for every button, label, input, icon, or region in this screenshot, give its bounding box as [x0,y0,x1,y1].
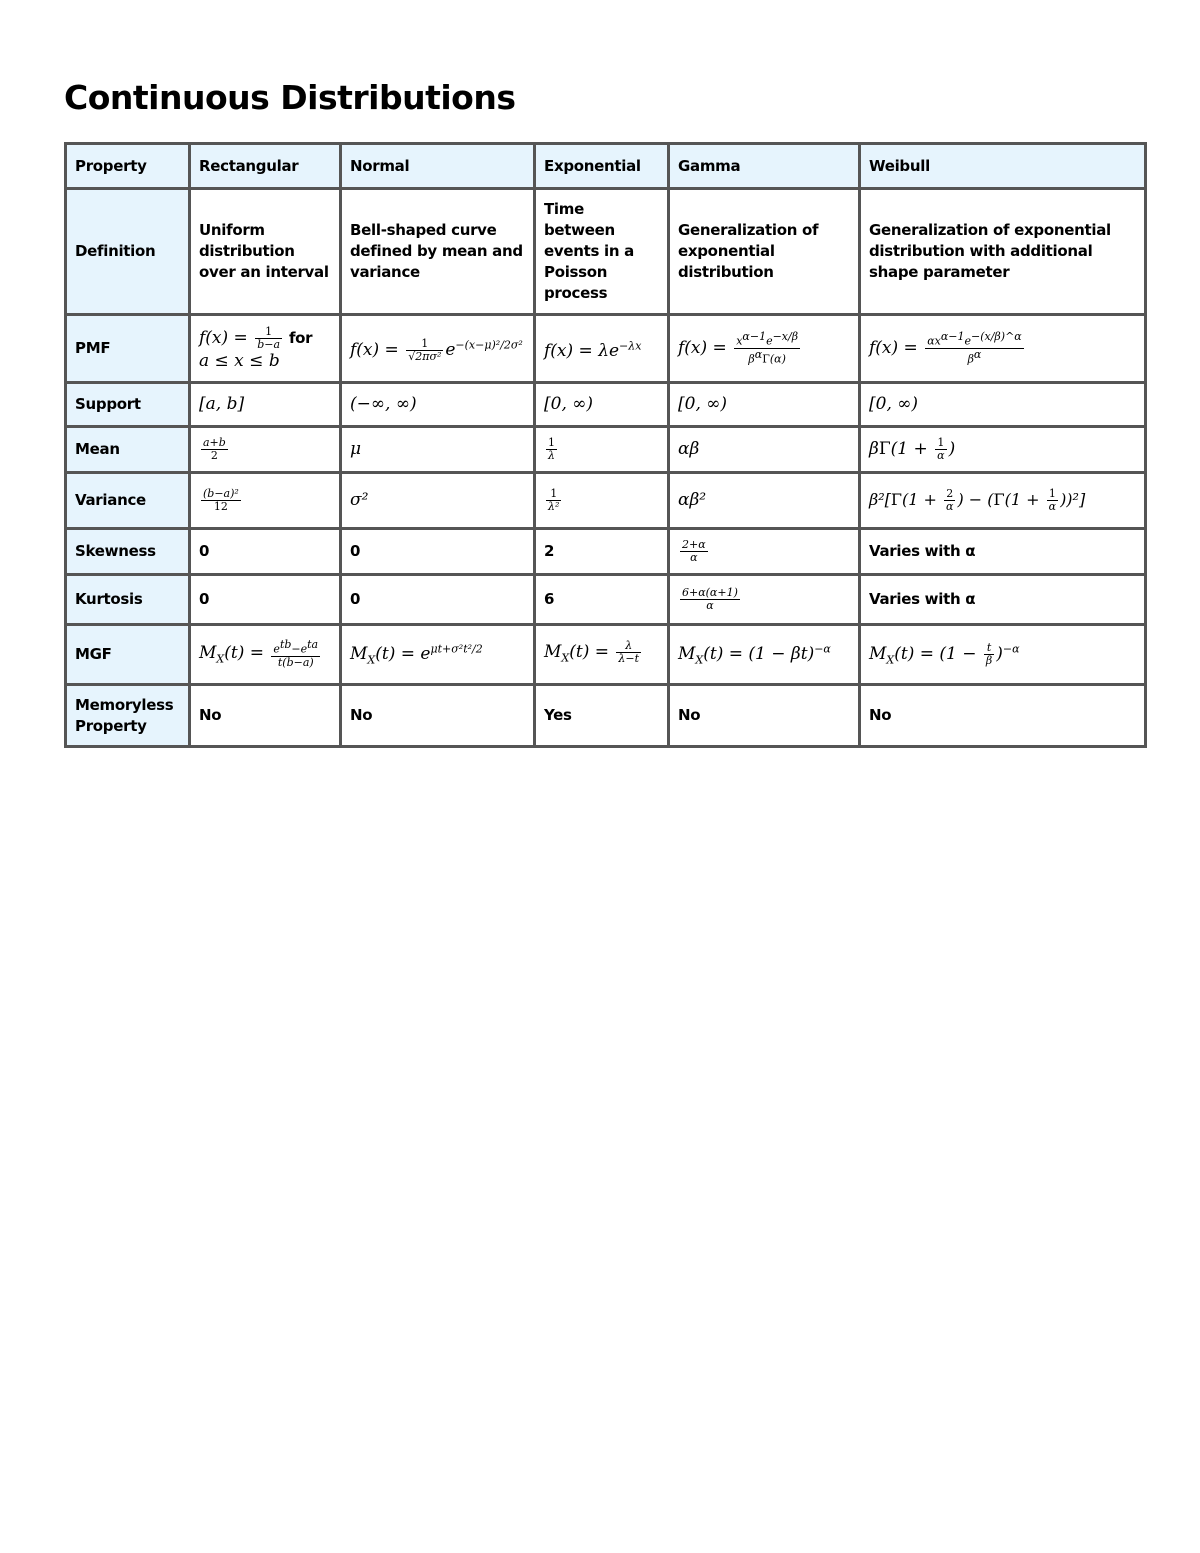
table-cell: βΓ(1 + $\frac{1}{\alpha}$ ) [860,427,1146,473]
row-label: Kurtosis [66,575,190,625]
table-cell: $\frac{\text{(b−a)²}}{12}$ [190,473,341,529]
table-cell: f(x) = $\frac{\alpha x^{\alpha-1}e^{-(x/\beta)\^{}\alpha}}{\beta^\alpha}$ [860,315,1146,383]
distributions-table [64,142,1147,748]
table-row [66,575,1146,625]
table-cell: Generalization of exponential distribution with additional shape parameter [860,189,1146,315]
table-cell: 0 [190,575,341,625]
column-header: Weibull [860,144,1146,189]
table-cell: Yes [535,685,669,747]
row-label: Mean [66,427,190,473]
row-label: Memoryless Property [66,685,190,747]
table-row [66,315,1146,383]
table-cell: 0 [341,575,535,625]
table-cell: f(x) = $\frac{1}{\text{√2πσ²}}$ $e^{-(x-\mu)^2/2\sigma^2}$ [341,315,535,383]
column-header: Normal [341,144,535,189]
column-header: Gamma [669,144,860,189]
row-label: Definition [66,189,190,315]
table-cell: No [860,685,1146,747]
table-row [66,473,1146,529]
table-cell: $M_X(t)$ = $\frac{\lambda}{\lambda-t}$ [535,625,669,685]
table-cell: $\frac{1}{\lambda}$ [535,427,669,473]
table-cell: $\frac{2+\alpha}{\alpha}$ [669,529,860,575]
table-cell: αβ² [669,473,860,529]
table-cell: Generalization of exponential distribution [669,189,860,315]
table-cell: $M_X(t) = e^{\mu t+\sigma^2t^2/2}$ [341,625,535,685]
table-cell: [0, ∞) [860,383,1146,427]
table-cell: 6 [535,575,669,625]
table-cell: $M_X(t) = (1$ − $\frac{t}{\beta}$ )$^{-\alpha}$ [860,625,1146,685]
column-header: Property [66,144,190,189]
table-cell: f(x) = $\frac{1}{b-a}$ for a ≤ x ≤ b [190,315,341,383]
table-cell: (−∞, ∞) [341,383,535,427]
column-header: Rectangular [190,144,341,189]
row-label: MGF [66,625,190,685]
table-cell: Uniform distribution over an interval [190,189,341,315]
table-cell: $\frac{a+b}{2}$ [190,427,341,473]
table-row [66,427,1146,473]
table-cell: $M_X(t)$ = $\frac{e^{tb}-e^{ta}}{t(b-a)}$ [190,625,341,685]
table-cell: Time between events in a Poisson process [535,189,669,315]
column-header: Exponential [535,144,669,189]
table-cell: [a, b] [190,383,341,427]
table-cell: σ² [341,473,535,529]
table-cell: f(x) = $\frac{x^{\alpha-1}e^{-x/\beta}}{\beta^\alpha\Gamma(\alpha)}$ [669,315,860,383]
table-cell: Varies with α [860,575,1146,625]
table-row [66,189,1146,315]
table-cell: [0, ∞) [535,383,669,427]
table-row [66,625,1146,685]
table-cell: Varies with α [860,529,1146,575]
row-label: Variance [66,473,190,529]
table-cell: No [669,685,860,747]
table-cell: $\frac{6+\alpha(\alpha+1)}{\alpha}$ [669,575,860,625]
table-cell: $\frac{1}{\text{λ²}}$ [535,473,669,529]
table-cell: 0 [190,529,341,575]
table-cell: $f(x) = \lambda e^{-\lambda x}$ [535,315,669,383]
table-cell: Bell-shaped curve defined by mean and variance [341,189,535,315]
table-row [66,529,1146,575]
table-cell: 2 [535,529,669,575]
table-cell: μ [341,427,535,473]
row-label: Skewness [66,529,190,575]
table-cell: 0 [341,529,535,575]
table-cell: αβ [669,427,860,473]
table-row [66,685,1146,747]
row-label: PMF [66,315,190,383]
table-header-row [66,144,1146,189]
row-label: Support [66,383,190,427]
table-cell: [0, ∞) [669,383,860,427]
table-cell: $M_X(t) = (1 - \beta t)^{-\alpha}$ [669,625,860,685]
table-cell: No [190,685,341,747]
table-row [66,383,1146,427]
page-title: Continuous Distributions [64,78,516,117]
table-cell: β²[Γ(1 + $\frac{2}{\alpha}$ ) − (Γ(1 + $\frac{1}{\alpha}$ ))²] [860,473,1146,529]
table-cell: No [341,685,535,747]
